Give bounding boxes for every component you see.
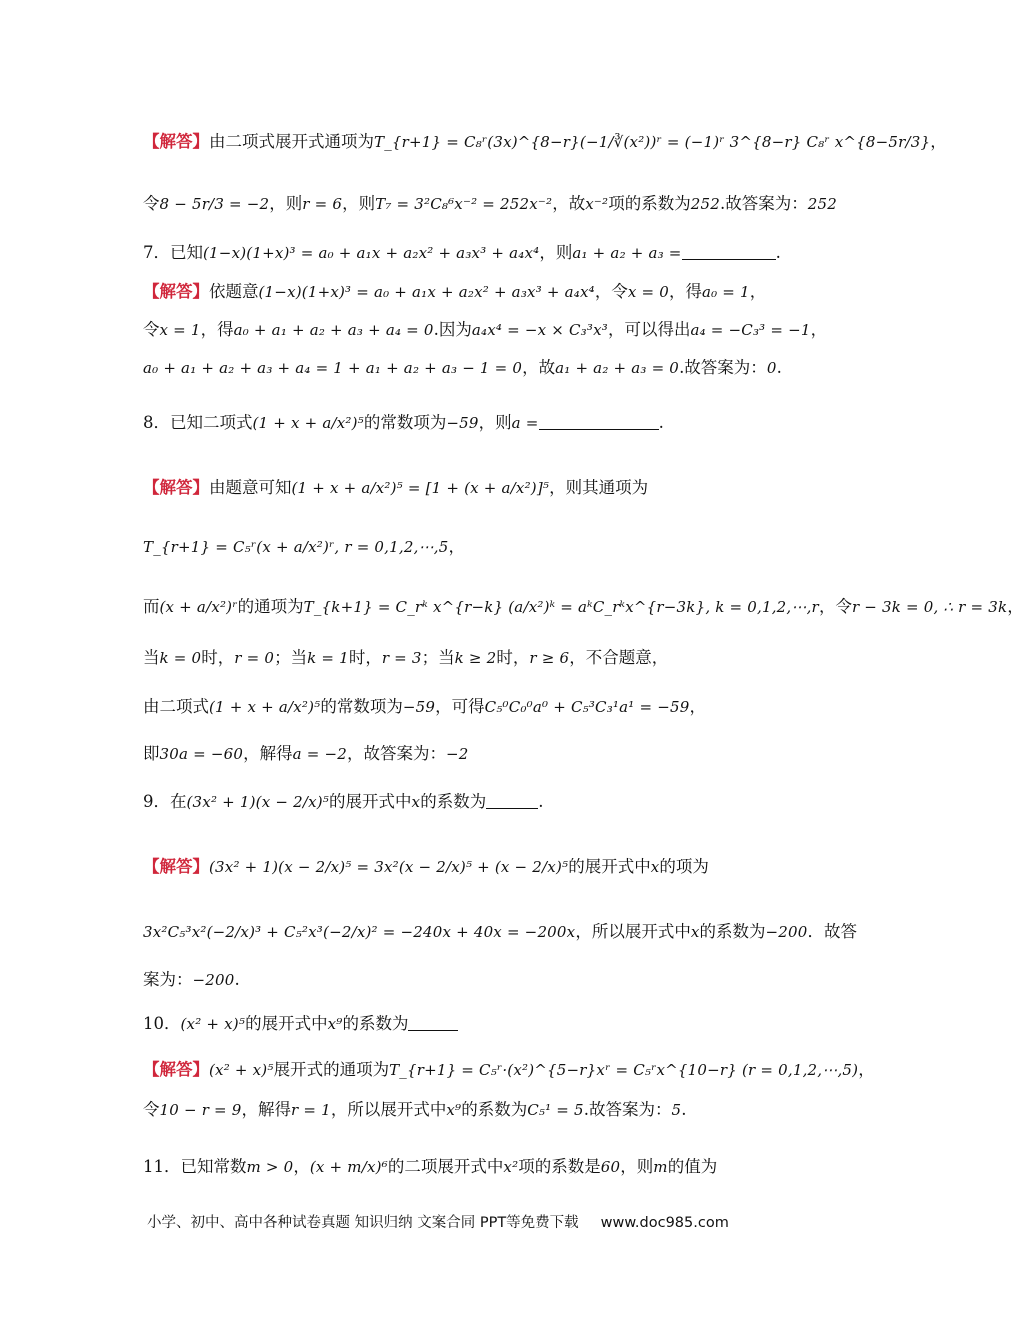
solution-tag: 【解答】	[143, 857, 209, 876]
formula: x	[650, 858, 660, 876]
formula: k = 1	[307, 649, 349, 667]
solution-8-line-3: 而(x + a/x²)ʳ的通项为T_{k+1} = C_rᵏ x^{r−k} (a/x²)ᵏ = aᵏC_rᵏx^{r−3k}, k = 0,1,2,⋯,r，令r − 3k = 0, ∴ r = 3k，	[143, 597, 1024, 616]
question-10: 10．(x² + x)⁵的展开式中x⁹的系数为	[143, 1012, 810, 1036]
solution-8-line-2: T_{r+1} = C₅ʳ(x + a/x²)ʳ, r = 0,1,2,⋯,5，	[143, 537, 465, 556]
formula: (1−x)(1+x)³ = a₀ + a₁x + a₂x² + a₃x³ + a₄x⁴	[203, 244, 540, 262]
formula: x = 0	[627, 283, 669, 301]
formula: 30a = −60	[159, 745, 244, 763]
solution-8-line-5: 由二项式(1 + x + a/x²)⁵的常数项为−59，可得C₅⁰C₀⁰a⁰ + C₅³C₃¹a¹ = −59，	[143, 697, 706, 716]
formula: 3x²C₅³x²(−2/x)³ + C₅²x³(−2/x)² = −240x + 40x = −200x	[143, 923, 576, 941]
solution-tag: 【解答】	[143, 132, 209, 151]
answer-blank	[539, 411, 659, 430]
formula: a = −2	[292, 745, 347, 763]
answer: 252	[807, 195, 837, 213]
footer-text: 小学、初中、高中各种试卷真题 知识归纳 文案合同 PPT等免费下载	[147, 1215, 579, 1231]
formula: x	[411, 793, 421, 811]
answer: −200	[192, 971, 235, 989]
formula: (1 + x + a/x²)⁵ = [1 + (x + a/x²)]⁵	[291, 479, 550, 497]
formula: (x + a/x²)ʳ	[159, 598, 238, 616]
solution-tag: 【解答】	[143, 478, 209, 497]
formula: r = 1	[291, 1101, 331, 1119]
formula: a₀ + a₁ + a₂ + a₃ + a₄ = 1 + a₁ + a₂ + a₃ − 1 = 0	[143, 359, 523, 377]
formula: (x² + x)⁵	[209, 1061, 274, 1079]
formula: x²	[503, 1158, 519, 1176]
formula: −59	[402, 698, 436, 716]
question-7: 7．已知(1−x)(1+x)³ = a₀ + a₁x + a₂x² + a₃x³ + a₄x⁴，则a₁ + a₂ + a₃ = .	[143, 243, 781, 262]
question-9: 9．在(3x² + 1)(x − 2/x)⁵的展开式中x的系数为 .	[143, 792, 544, 811]
solution-9-line-2: 3x²C₅³x²(−2/x)³ + C₅²x³(−2/x)² = −240x + 40x = −200x，所以展开式中x的系数为−200．故答	[143, 922, 858, 941]
formula: a₀ = 1	[701, 283, 750, 301]
solution-6-line-2: 令8 − 5r/3 = −2，则r = 6，则T₇ = 3²C₈⁶x⁻² = 252x⁻²，故x⁻²项的系数为252.故答案为：252	[143, 194, 837, 213]
solution-7-line-3: a₀ + a₁ + a₂ + a₃ + a₄ = 1 + a₁ + a₂ + a₃ − 1 = 0，故a₁ + a₂ + a₃ = 0.故答案为：0.	[143, 358, 782, 377]
answer: 0	[766, 359, 777, 377]
formula: a₁ + a₂ + a₃ =	[572, 244, 682, 262]
formula: x⁻²	[585, 195, 609, 213]
formula: r = 3	[381, 649, 422, 667]
solution-10-line-2: 令10 − r = 9，解得r = 1，所以展开式中x⁹的系数为C₅¹ = 5.故答案为：5.	[143, 1100, 687, 1119]
answer: 5	[671, 1101, 682, 1119]
page-footer	[147, 1211, 847, 1232]
solution-8-line-1: 【解答】由题意可知(1 + x + a/x²)⁵ = [1 + (x + a/x²)]⁵，则其通项为	[143, 478, 649, 497]
formula: C₅⁰C₀⁰a⁰ + C₅³C₃¹a¹ = −59	[484, 698, 690, 716]
formula: (3x² + 1)(x − 2/x)⁵	[186, 793, 330, 811]
formula: a₁ + a₂ + a₃ = 0	[555, 359, 680, 377]
solution-6-line-1: 【解答】由二项式展开式通项为T_{r+1} = C₈ʳ(3x)^{8−r}(−1/∛(x²))ʳ = (−1)ʳ 3^{8−r} C₈ʳ x^{8−5r/3}，	[143, 132, 947, 151]
formula: x	[690, 923, 700, 941]
formula: r = 6	[302, 195, 343, 213]
solution-9-line-3: 案为：−200.	[143, 970, 240, 989]
formula: k = 0	[159, 649, 202, 667]
formula: (3x² + 1)(x − 2/x)⁵ = 3x²(x − 2/x)⁵ + (x − 2/x)⁵	[209, 858, 569, 876]
answer: −2	[445, 745, 469, 763]
formula: r ≥ 6	[529, 649, 570, 667]
formula: T_{r+1} = C₅ʳ·(x²)^{5−r}xʳ = C₅ʳx^{10−r} (r = 0,1,2,⋯,5)	[389, 1061, 859, 1079]
formula: (1 + x + a/x²)⁵	[252, 414, 364, 432]
formula: 60	[600, 1158, 621, 1176]
solution-7-line-1: 【解答】依题意(1−x)(1+x)³ = a₀ + a₁x + a₂x² + a₃x³ + a₄x⁴，令x = 0，得a₀ = 1，	[143, 282, 767, 301]
formula: (x + m/x)⁶	[309, 1158, 388, 1176]
solution-9-line-1: 【解答】(3x² + 1)(x − 2/x)⁵ = 3x²(x − 2/x)⁵ + (x − 2/x)⁵的展开式中x的项为	[143, 857, 709, 876]
formula: a₄x⁴ = −x × C₃³x³	[471, 321, 608, 339]
formula: r − 3k = 0, ∴ r = 3k	[851, 598, 1008, 616]
formula: r = 0	[234, 649, 275, 667]
formula: x⁹	[446, 1101, 462, 1119]
formula: C₅¹ = 5	[527, 1101, 584, 1119]
footer-site-link[interactable]: www.doc985.com	[600, 1215, 729, 1231]
formula: (1 + x + a/x²)⁵	[209, 698, 321, 716]
formula: 252	[690, 195, 720, 213]
question-11: 11．已知常数m > 0，(x + m/x)⁶的二项展开式中x²项的系数是60，则m的值为	[143, 1157, 718, 1176]
question-8: 8．已知二项式(1 + x + a/x²)⁵的常数项为−59，则a = .	[143, 413, 664, 432]
solution-8-line-4: 当k = 0时，r = 0；当k = 1时，r = 3；当k ≥ 2时，r ≥ 6，不合题意，	[143, 648, 669, 667]
formula: m	[653, 1158, 668, 1176]
formula: x = 1	[159, 321, 201, 339]
solution-tag: 【解答】	[143, 282, 209, 301]
formula: T₇ = 3²C₈⁶x⁻² = 252x⁻²	[375, 195, 553, 213]
formula: T_{k+1} = C_rᵏ x^{r−k} (a/x²)ᵏ = aᵏC_rᵏx^{r−3k}, k = 0,1,2,⋯,r	[303, 598, 819, 616]
solution-tag: 【解答】	[143, 1060, 209, 1079]
answer-blank	[486, 790, 538, 809]
formula: −59	[446, 414, 479, 432]
formula: m > 0	[246, 1158, 294, 1176]
solution-10-line-1: 【解答】(x² + x)⁵展开式的通项为T_{r+1} = C₅ʳ·(x²)^{5−r}xʳ = C₅ʳx^{10−r} (r = 0,1,2,⋯,5)，	[143, 1060, 875, 1079]
solution-7-line-2: 令x = 1，得a₀ + a₁ + a₂ + a₃ + a₄ = 0.因为a₄x⁴ = −x × C₃³x³，可以得出a₄ = −C₃³ = −1，	[143, 320, 828, 339]
answer-blank	[682, 241, 776, 260]
formula: a₀ + a₁ + a₂ + a₃ + a₄ = 0	[233, 321, 434, 339]
formula: 8 − 5r/3 = −2	[159, 195, 270, 213]
formula: −200	[765, 923, 808, 941]
formula: x⁹	[327, 1015, 343, 1033]
answer-blank	[408, 1012, 458, 1031]
formula: (1−x)(1+x)³ = a₀ + a₁x + a₂x² + a₃x³ + a₄x⁴	[258, 283, 595, 301]
formula: 10 − r = 9	[159, 1101, 242, 1119]
solution-8-line-6: 即30a = −60，解得a = −2，故答案为：−2	[143, 744, 469, 763]
formula: a =	[511, 414, 539, 432]
formula: T_{r+1} = C₅ʳ(x + a/x²)ʳ, r = 0,1,2,⋯,5	[143, 538, 449, 556]
formula: a₄ = −C₃³ = −1	[690, 321, 811, 339]
formula: (x² + x)⁵	[180, 1015, 246, 1033]
formula: k ≥ 2	[454, 649, 497, 667]
formula: T_{r+1} = C₈ʳ(3x)^{8−r}(−1/∛(x²))ʳ = (−1)ʳ 3^{8−r} C₈ʳ x^{8−5r/3}	[374, 133, 931, 151]
